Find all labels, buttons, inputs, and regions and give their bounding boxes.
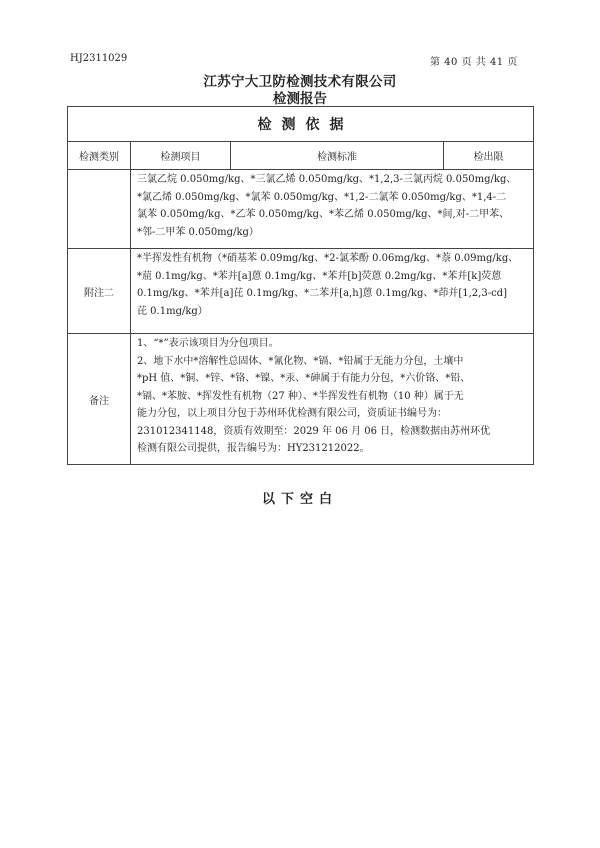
content-line: *䓛 0.1mg/kg、*苯并[a]蒽 0.1mg/kg、*苯并[b]荧蒽 0.2mg/kg、*苯并[k]荧蒽	[137, 270, 502, 282]
table-row	[68, 334, 534, 465]
table-row	[68, 249, 534, 334]
content-line: *镉、*苯胺、*挥发性有机物（27 种）、*半挥发性有机物（10 种）属于无	[137, 390, 464, 402]
blank-below-notice: 以下空白	[261, 492, 338, 507]
company-name: 江苏宁大卫防检测技术有限公司	[203, 74, 397, 90]
column-header-standard: 检测标准	[231, 142, 444, 170]
content-line: 检测有限公司提供，报告编号为：HY231212022。	[137, 443, 370, 454]
column-header-row	[68, 142, 534, 170]
column-header-category: 检测类别	[68, 142, 131, 170]
row-label-remarks: 备注	[68, 334, 131, 465]
content-line: 231012341148，资质有效期至：2029 年 06 月 06 日，检测数据由苏州环优	[137, 425, 491, 437]
content-line: *氯乙烯 0.050mg/kg、*氯苯 0.050mg/kg、*1,2-二氯苯 0.050mg/kg、*1,4-二	[137, 191, 507, 203]
content-line: *pH 值、*铜、*锌、*铬、*镍、*汞、*砷属于有能力分包，*六价铬、*铅、	[137, 373, 471, 384]
content-line: *邻-二甲苯 0.050mg/kg）	[137, 226, 259, 238]
report-title: 检测报告	[273, 91, 327, 107]
row-label	[68, 170, 131, 249]
content-line: 2、地下水中*溶解性总固体、*氰化物、*镉、*铅属于无能力分包，土壤中	[137, 355, 464, 367]
content-line: *半挥发性有机物（*硝基苯 0.09mg/kg、*2-氯苯酚 0.06mg/kg、*萘 0.09mg/kg、	[137, 253, 519, 264]
content-line: 能力分包，以上项目分包于苏州环优检测有限公司，资质证书编号为：	[137, 408, 447, 419]
page-indicator: 第 40 页 共 41 页	[430, 57, 518, 68]
table-row	[68, 170, 534, 249]
row-label-appendix-2: 附注二	[68, 249, 131, 334]
basis-table	[67, 106, 534, 465]
content-line: 1、“*”表示该项目为分包项目。	[137, 338, 279, 349]
content-line: 三氯乙烷 0.050mg/kg、*三氯乙烯 0.050mg/kg、*1,2,3-三氯丙烷 0.050mg/kg、	[137, 174, 517, 185]
column-header-limit: 检出限	[444, 142, 534, 170]
content-line: 0.1mg/kg、*苯并[a]芘 0.1mg/kg、*二苯并[a,h]蒽 0.1mg/kg、*茚并[1,2,3-cd]	[137, 288, 507, 299]
content-line: 芘 0.1mg/kg）	[137, 305, 208, 317]
row-content	[131, 334, 534, 465]
row-content	[131, 249, 534, 334]
row-content	[131, 170, 534, 249]
section-title: 检测依据	[68, 107, 534, 142]
content-line: 氯苯 0.050mg/kg、*乙苯 0.050mg/kg、*苯乙烯 0.050mg/kg、*间,对-二甲苯、	[137, 209, 510, 220]
report-number: HJ2311029	[70, 53, 128, 64]
column-header-item: 检测项目	[131, 142, 231, 170]
